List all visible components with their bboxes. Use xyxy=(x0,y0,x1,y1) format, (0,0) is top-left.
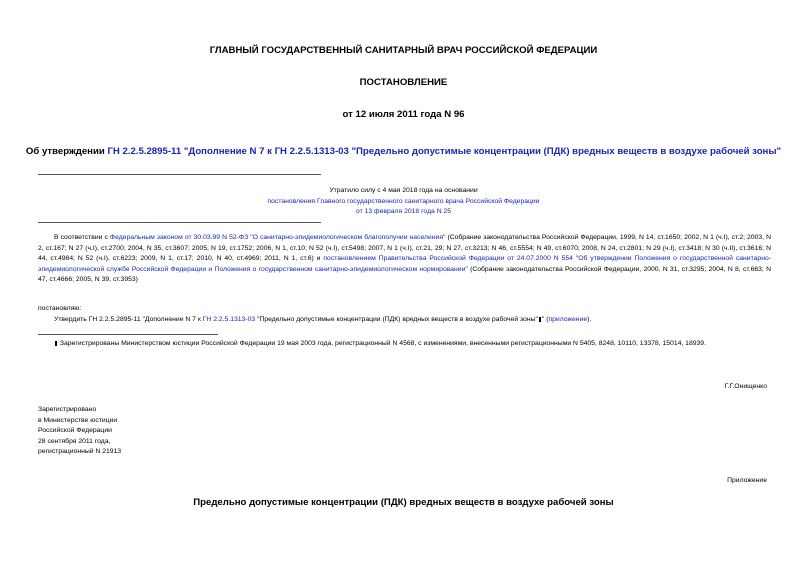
registration-line: Российской Федерации xyxy=(38,427,112,434)
registration-line: в Министерстве юстиции xyxy=(38,416,118,424)
divider xyxy=(38,174,321,175)
resolve-text: Утвердить ГН 2.2.5.2895-11 "Дополнение N 7 к xyxy=(54,316,203,323)
resolve-item xyxy=(54,315,774,326)
divider xyxy=(38,222,321,223)
preamble-paragraph xyxy=(38,233,771,286)
signature: Г.Г.Онищенко xyxy=(724,383,767,390)
registration-line: регистрационный N 21913 xyxy=(38,448,122,455)
footnote-divider xyxy=(38,334,218,335)
registration-block xyxy=(38,405,121,458)
government-resolution-link[interactable]: постановлением Правительства Российской Федерации от 24.07.2000 N 554 "Об утверждении Положения о государственной санитарно-эпидемиологической службе Российской Федерации и Положения о государственном санитарно-эпидемиологическом нормировании" xyxy=(38,255,772,273)
resolve-text: "Предельно допустимые концентрации (ПДК) вредных веществ в воздухе рабочей зоны" xyxy=(255,316,538,323)
document-date-number: от 12 июля 2011 года N 96 xyxy=(342,109,465,120)
preamble-text: (Собрание законодательства Российской Федерации, 2000, N 31, ст.3295; 2004, N 8, ст.663; N 47, ст.4666; 2005, N 39, ст.3953) xyxy=(38,265,772,283)
resolve-text: " ( xyxy=(541,316,549,323)
footnote-marker[interactable] xyxy=(539,317,541,322)
registration-line: 28 сентября 2011 года, xyxy=(38,437,111,445)
footnote-marker xyxy=(55,341,57,346)
resolve-text: ). xyxy=(587,316,592,323)
document-title xyxy=(0,146,807,157)
federal-law-link[interactable]: Федеральным законом от 30.03.99 N 52-ФЗ "О санитарно-эпидемиологическом благополучии населения" xyxy=(109,234,446,241)
title-prefix: Об утверждении xyxy=(25,146,108,157)
appendix-label: Приложение xyxy=(727,477,767,484)
footnote-text: Зарегистрированы Министерством юстиции Российской Федерации 19 мая 2003 года, регистрационный N 4568, с изменениями, внесенными регистрационными N 5405, 8248, 10110, 13378, 15014, 18939. xyxy=(59,340,706,347)
status-link-date[interactable]: от 13 февраля 2018 года N 25 xyxy=(355,208,452,215)
appendix-title: Предельно допустимые концентрации (ПДК) вредных веществ в воздухе рабочей зоны xyxy=(193,497,614,508)
status-line: Утратило силу с 4 мая 2018 года на основании xyxy=(329,187,478,194)
title-link[interactable]: ГН 2.2.5.2895-11 "Дополнение N 7 к ГН 2.2.5.1313-03 "Предельно допустимые концентрации (ПДК) вредных веществ в воздухе рабочей зоны" xyxy=(107,146,782,157)
document-type: ПОСТАНОВЛЕНИЕ xyxy=(359,77,448,88)
preamble-text: В соответствии с xyxy=(54,234,110,241)
preamble-text: (Собрание законодательства Российской Федерации, 1999, N 14, ст.1650; 2002, N 1 (ч.I), ст.2; 2003, N 2, ст.167; N 27 (ч.I), ст.2700; 2004, N 35, ст.3607; 2005, N 19, ст.1752; 2006, N 1, ст.10; N 52 (ч.I), ст.5498; 2007, N 1 (ч.I), ст.21, 29; N 27, ст.3213; N 46, ст.5554; N 49, ст.6070; 2008, N 24, ст.2801; N 29 (ч.I), ст.3418; N 30 (ч.II), ст.3616; N 44, ст.4984; N 52 (ч.I), ст.6223; 2009, N 1, ст.17; 2010, N 40, ст.4969; 2011, N 1, ст.6) и xyxy=(38,234,772,262)
appendix-link[interactable]: приложение xyxy=(548,316,588,323)
issuing-authority: ГЛАВНЫЙ ГОСУДАРСТВЕННЫЙ САНИТАРНЫЙ ВРАЧ РОССИЙСКОЙ ФЕДЕРАЦИИ xyxy=(209,45,598,56)
status-note xyxy=(0,186,807,218)
footnote xyxy=(54,339,706,350)
registration-line: Зарегистрировано xyxy=(38,406,97,413)
resolve-label: постановляю: xyxy=(38,305,82,312)
status-link-resolution[interactable]: постановления Главного государственного санитарного врача Российской Федерации xyxy=(267,197,540,205)
gn-link[interactable]: ГН 2.2.5.1313-03 xyxy=(202,316,256,323)
